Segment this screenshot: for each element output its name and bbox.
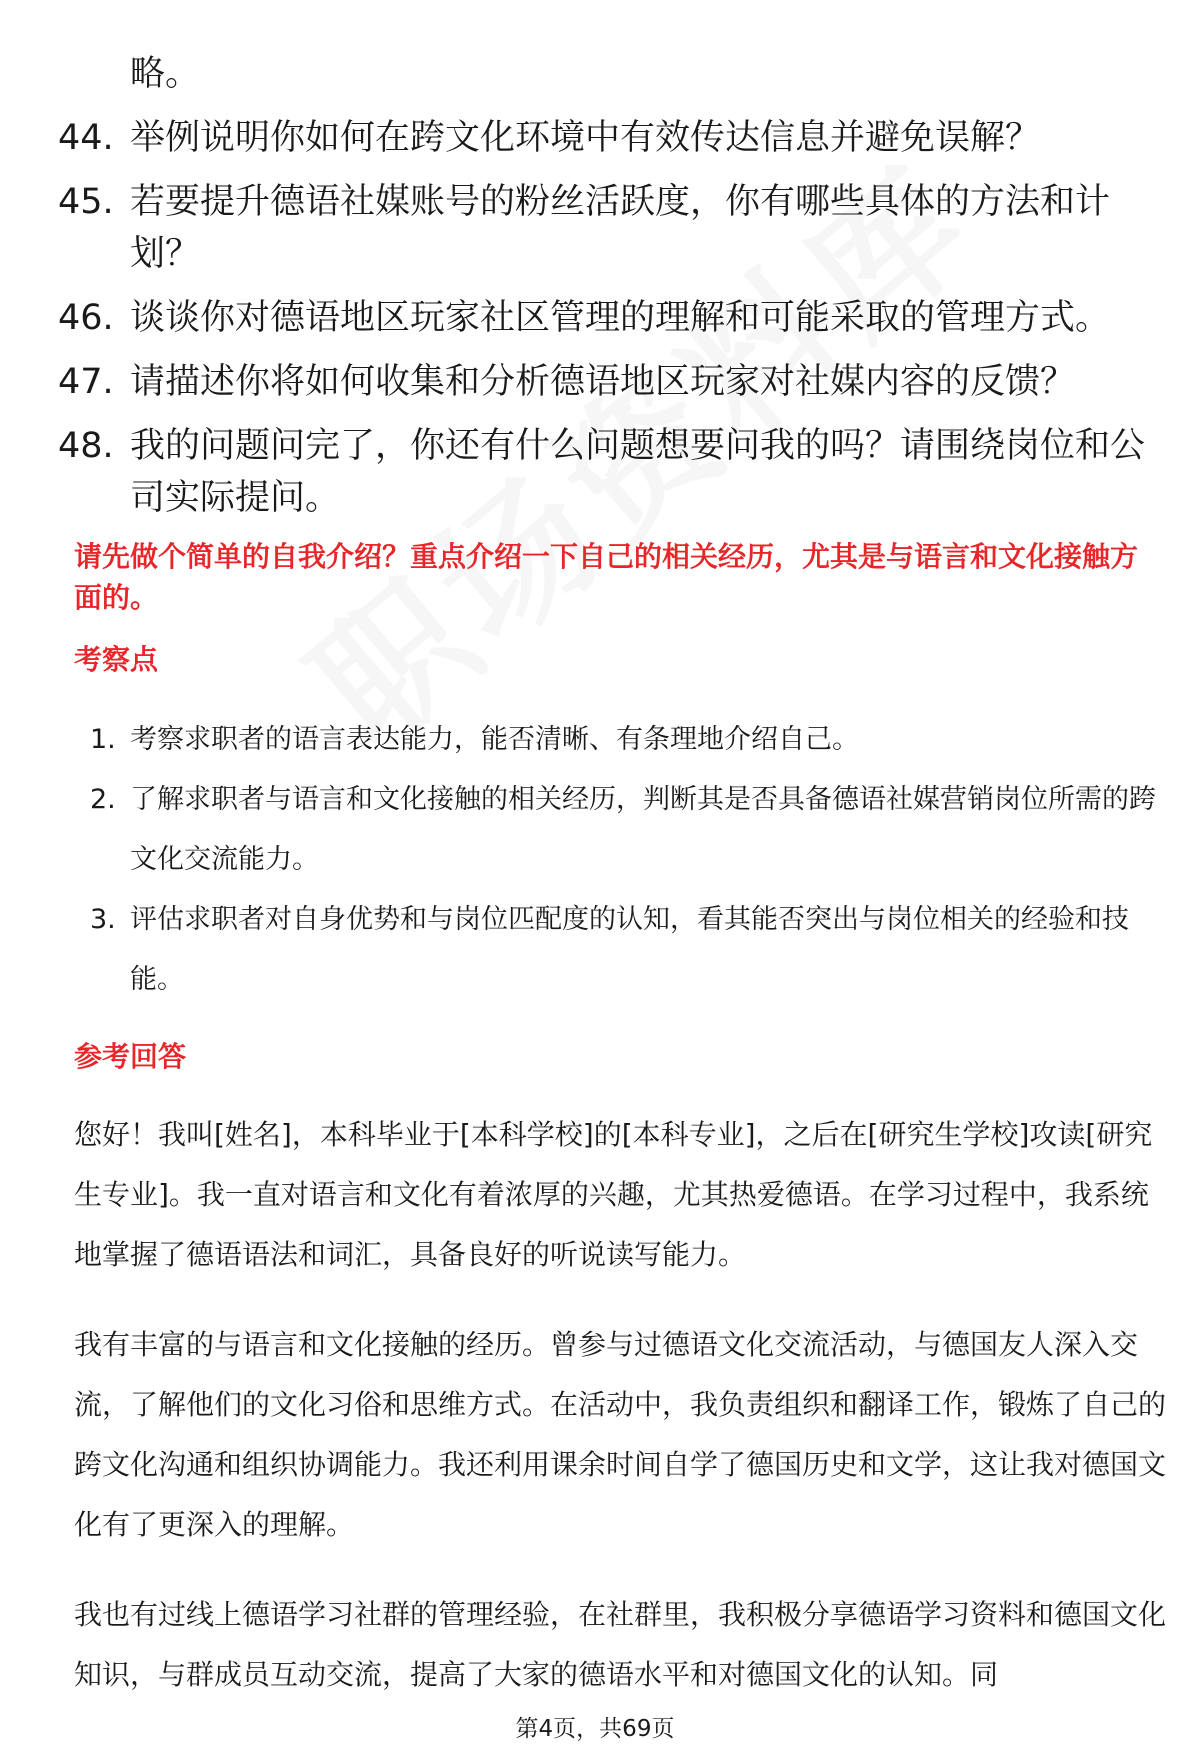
- exam-points-heading: 考察点: [74, 643, 159, 676]
- question-text: 我的问题问完了，你还有什么问题想要问我的吗？请围绕岗位和公司实际提问。: [130, 426, 1146, 518]
- question-item: [58, 176, 1158, 280]
- exam-point-item: [90, 770, 1165, 890]
- question-item: [58, 292, 1158, 344]
- exam-point-text: 考察求职者的语言表达能力，能否清晰、有条理地介绍自己。: [130, 724, 859, 755]
- exam-point-number: 2.: [90, 784, 116, 815]
- exam-point-item: [90, 890, 1165, 1010]
- page-footer: 第4页，共69页: [515, 1716, 675, 1742]
- question-item: [58, 112, 1158, 164]
- exam-point-text: 评估求职者对自身优势和与岗位匹配度的认知，看其能否突出与岗位相关的经验和技能。: [130, 904, 1129, 995]
- question-number: 46.: [58, 298, 114, 338]
- question-number: 48.: [58, 426, 114, 466]
- exam-point-item: [90, 710, 1165, 770]
- question-item: [58, 420, 1158, 524]
- reference-answer-heading: 参考回答: [74, 1040, 187, 1073]
- exam-point-text: 了解求职者与语言和文化接触的相关经历，判断其是否具备德语社媒营销岗位所需的跨文化交流能力。: [130, 784, 1156, 875]
- question-number: 47.: [58, 362, 114, 402]
- question-text: 请描述你将如何收集和分析德语地区玩家对社媒内容的反馈？: [130, 362, 1076, 402]
- answer-paragraph: 您好！我叫[姓名]，本科毕业于[本科学校]的[本科专业]，之后在[研究生学校]攻读[研究生专业]。我一直对语言和文化有着浓厚的兴趣，尤其热爱德语。在学习过程中，我系统地掌握了德语语法和词汇，具备良好的听说读写能力。: [74, 1118, 1153, 1271]
- highlight-question: 请先做个简单的自我介绍？重点介绍一下自己的相关经历，尤其是与语言和文化接触方面的。: [74, 540, 1139, 614]
- exam-points-list: [90, 710, 1165, 1010]
- question-text: 举例说明你如何在跨文化环境中有效传达信息并避免误解？: [130, 118, 1041, 158]
- exam-point-number: 1.: [90, 724, 116, 755]
- question-item: [58, 356, 1158, 408]
- question-continuation: 略。: [130, 54, 201, 94]
- question-text: 谈谈你对德语地区玩家社区管理的理解和可能采取的管理方式。: [130, 298, 1111, 338]
- question-text: 若要提升德语社媒账号的粉丝活跃度，你有哪些具体的方法和计划？: [130, 182, 1111, 274]
- question-number: 45.: [58, 182, 114, 222]
- question-list: [58, 48, 1158, 536]
- exam-point-number: 3.: [90, 904, 116, 935]
- answer-paragraph: 我也有过线上德语学习社群的管理经验，在社群里，我积极分享德语学习资料和德国文化知识，与群成员互动交流，提高了大家的德语水平和对德国文化的认知。同: [74, 1598, 1167, 1691]
- answer-paragraph: 我有丰富的与语言和文化接触的经历。曾参与过德语文化交流活动，与德国友人深入交流，了解他们的文化习俗和思维方式。在活动中，我负责组织和翻译工作，锻炼了自己的跨文化沟通和组织协调能力。我还利用课余时间自学了德国历史和文学，这让我对德国文化有了更深入的理解。: [74, 1328, 1167, 1541]
- question-number: 44.: [58, 118, 114, 158]
